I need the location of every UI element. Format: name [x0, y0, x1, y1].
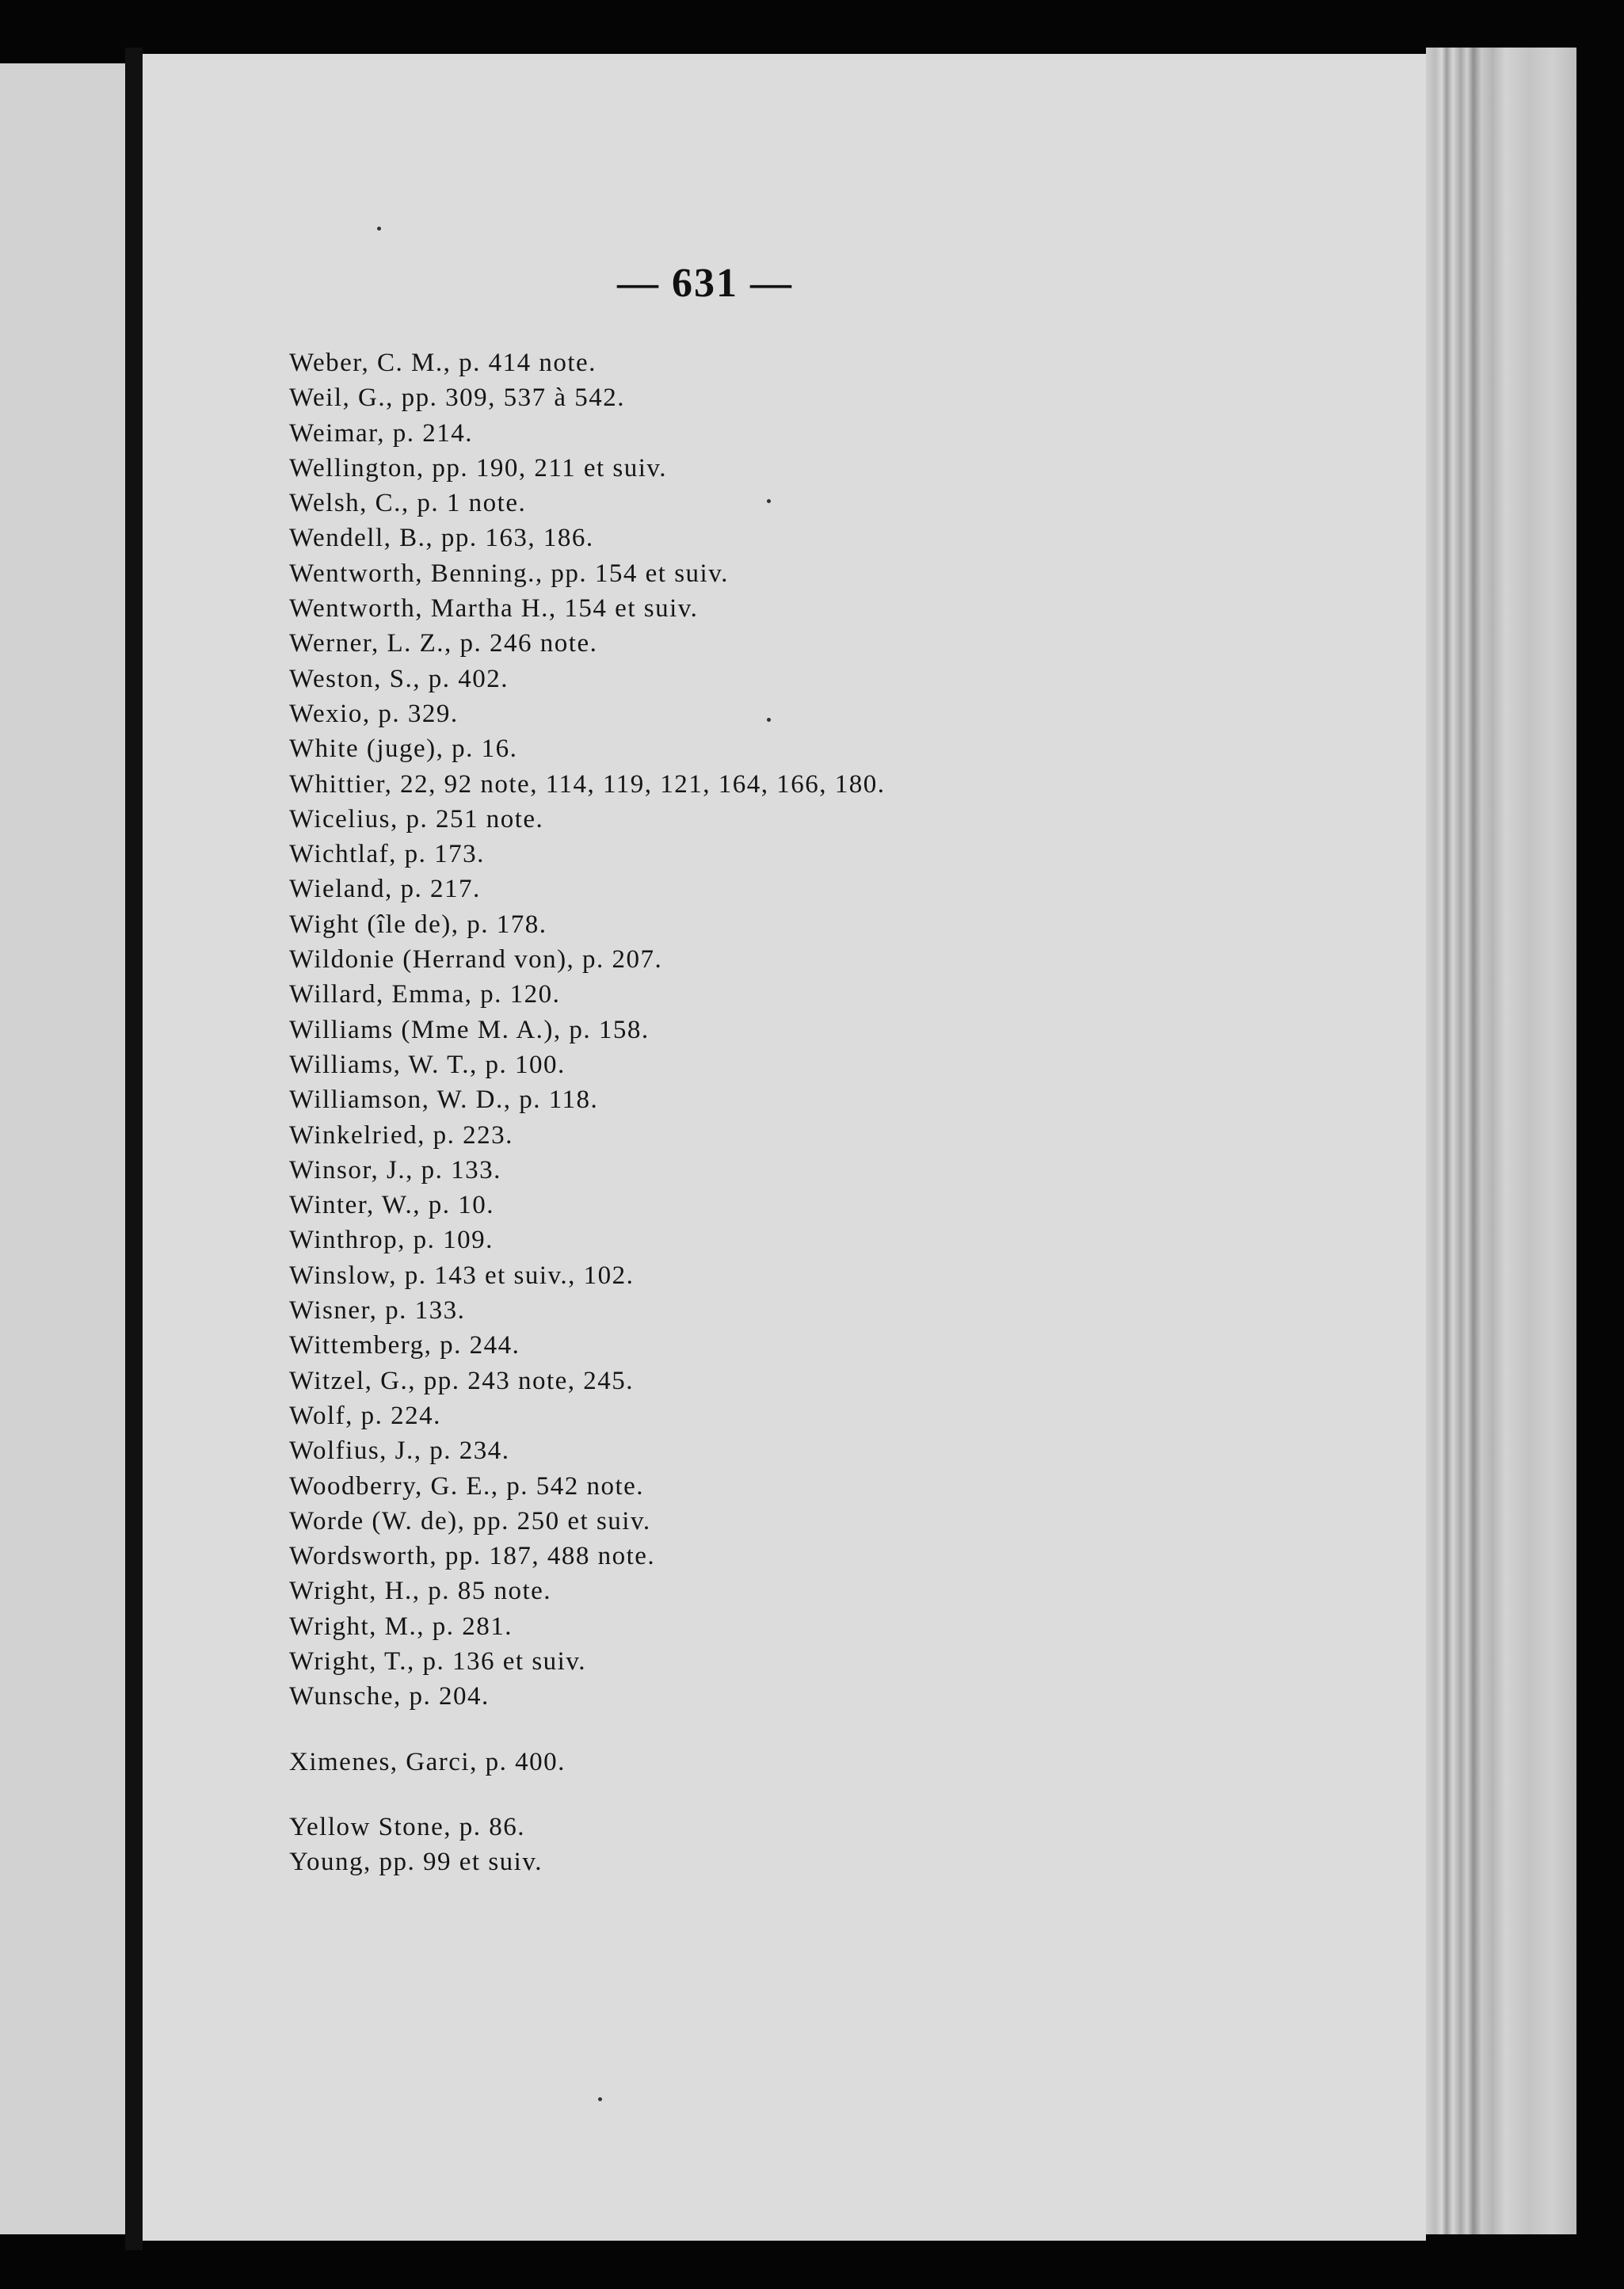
dust-speck [767, 718, 771, 722]
dust-speck [377, 227, 381, 231]
index-entry: Wight (île de), p. 178. [289, 910, 547, 939]
index-entry: Woodberry, G. E., p. 542 note. [289, 1471, 645, 1501]
index-entry: Young, pp. 99 et suiv. [289, 1848, 543, 1877]
index-entry: Wentworth, Benning., pp. 154 et suiv. [289, 559, 729, 588]
dust-speck [598, 2097, 602, 2101]
dust-speck [767, 499, 771, 503]
index-entry: Williamson, W. D., p. 118. [289, 1085, 599, 1115]
index-entry: Wildonie (Herrand von), p. 207. [289, 945, 663, 975]
index-entry: Yellow Stone, p. 86. [289, 1812, 526, 1841]
index-entry: Ximenes, Garci, p. 400. [289, 1747, 566, 1776]
index-entry: Weimar, p. 214. [289, 418, 474, 448]
index-entry: Wicelius, p. 251 note. [289, 804, 544, 834]
index-entry: Winthrop, p. 109. [289, 1226, 494, 1255]
index-entry: Wentworth, Martha H., 154 et suiv. [289, 594, 699, 624]
index-entry: Wolf, p. 224. [289, 1401, 441, 1430]
previous-page-edge [0, 63, 130, 2234]
index-entry: Witzel, G., pp. 243 note, 245. [289, 1366, 635, 1395]
index-entry: Worde (W. de), pp. 250 et suiv. [289, 1506, 651, 1536]
index-entry: White (juge), p. 16. [289, 734, 518, 764]
index-entry: Weber, C. M., p. 414 note. [289, 349, 597, 377]
index-entry: Winslow, p. 143 et suiv., 102. [289, 1261, 635, 1290]
index-entry: Werner, L. Z., p. 246 note. [289, 629, 598, 658]
index-entry: Whittier, 22, 92 note, 114, 119, 121, 164, 166, 180. [289, 769, 886, 799]
index-entry: Wright, T., p. 136 et suiv. [289, 1646, 586, 1676]
index-entry: Winkelried, p. 223. [289, 1120, 513, 1150]
index-entry: Wright, H., p. 85 note. [289, 1577, 552, 1606]
index-entry: Wichtlaf, p. 173. [289, 840, 485, 869]
index-entry: Wellington, pp. 190, 211 et suiv. [289, 453, 668, 483]
index-entry: Wittemberg, p. 244. [289, 1331, 520, 1360]
index-entry: Wolfius, J., p. 234. [289, 1436, 510, 1466]
index-entry: Wordsworth, pp. 187, 488 note. [289, 1542, 656, 1571]
index-entry: Wendell, B., pp. 163, 186. [289, 524, 594, 553]
index-entry: Wunsche, p. 204. [289, 1682, 490, 1711]
index-entry: Wexio, p. 329. [289, 699, 459, 728]
index-entry: Williams, W. T., p. 100. [289, 1050, 566, 1079]
index-entry: Welsh, C., p. 1 note. [289, 489, 527, 518]
index-entry: Williams (Mme M. A.), p. 158. [289, 1015, 650, 1044]
index-entry: Wright, M., p. 281. [289, 1612, 513, 1641]
index-entry: Willard, Emma, p. 120. [289, 980, 561, 1009]
index-entry: Winter, W., p. 10. [289, 1191, 494, 1220]
index-list [289, 345, 886, 1879]
index-entry: Weston, S., p. 402. [289, 664, 509, 693]
index-entry: Winsor, J., p. 133. [289, 1155, 501, 1185]
book-spine [125, 48, 143, 2250]
page-number: — 631 — [617, 261, 793, 306]
index-entry: Wieland, p. 217. [289, 875, 481, 904]
index-entry: Wisner, p. 133. [289, 1296, 466, 1326]
page-edges [1426, 48, 1576, 2234]
index-entry: Weil, G., pp. 309, 537 à 542. [289, 383, 625, 413]
